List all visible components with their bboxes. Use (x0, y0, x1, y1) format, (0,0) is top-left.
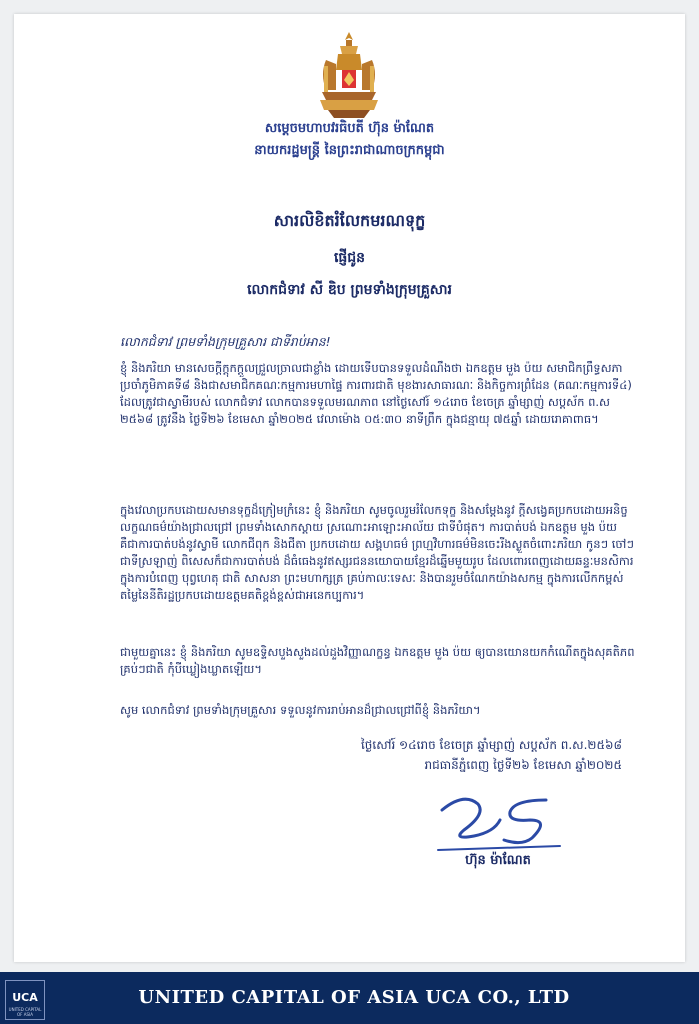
company-footer-banner (0, 972, 699, 1024)
signatory-name: ហ៊ុន ម៉ាណែត (465, 853, 531, 868)
solar-date: រាជធានីភ្នំពេញ ថ្ងៃទី២៦ ខែមេសា ឆ្នាំ២០២៥ (424, 758, 622, 772)
salutation: លោកជំទាវ ព្រមទាំងក្រុមគ្រួសារ ជាទីរាប់អាន! (120, 334, 331, 349)
paragraph-1: ខ្ញុំ និងភរិយា មានសេចក្តីក្តុកក្តួលជ្រួលច្រាលជាខ្លាំង ដោយទើបបានទទួលដំណឹងថា ឯកឧត្តម មួង ប៉យ សមាជិកព្រឹទ្ធសភាប្រចាំភូមិភាគទី៨ និងជាសមាជិកគណៈកម្មការមហាផ្ទៃ ការពារជាតិ មុខងារសាធារណៈ និងកិច្ចការព្រំដែន (គណៈកម្មការទី៤) ដែលត្រូវជាស្វាមីរបស់ លោកជំទាវ លោកបានទទួលមរណភាព នៅថ្ងៃសៅរ៍ ១៤រោច ខែចេត្រ ឆ្នាំម្សាញ់ សប្តស័ក ព.ស ២៥៦៨ ត្រូវនឹង ថ្ងៃទី២៦ ខែមេសា ឆ្នាំ២០២៥ វេលាម៉ោង ០៥:៣០ នាទីព្រឹក ក្នុងជន្មាយុ ៧៥ឆ្នាំ ដោយរោគាពាធ។ (120, 361, 632, 426)
company-name: UNITED CAPITAL OF ASIA UCA CO., LTD (138, 987, 570, 1008)
uca-logo (5, 980, 45, 1020)
logo-subtext: UNITED CAPITAL OF ASIA (8, 1007, 42, 1017)
letter-recipient: លោកជំទាវ សី ឌិប ព្រមទាំងក្រុមគ្រួសារ (247, 282, 452, 298)
sender-position: នាយករដ្ឋមន្ត្រី នៃព្រះរាជាណាចក្រកម្ពុជា (254, 143, 445, 158)
letter-title: សារលិខិតរំលែកមរណទុក្ខ (273, 211, 426, 230)
letter-page (14, 14, 685, 962)
royal-coat-of-arms-icon (312, 30, 386, 122)
letter-subtitle: ផ្ញើជូន (333, 250, 366, 266)
paragraph-2: ក្នុងវេលាប្រកបដោយសមានទុក្ខដ៏ក្រៀមក្រំនេះ ខ្ញុំ និងភរិយា សូមចូលរួមរំលែកទុក្ខ និងសម្តែងនូវ ក្តីសង្វេគប្រកបដោយអនិច្ចលក្ខណធម៌យ៉ាងជ្រាលជ្រៅ ព្រមទាំងសោកស្តាយ ស្រណោះអាឡោះអាល័យ ជាទីបំផុត។ ការបាត់បង់ ឯកឧត្តម មួង ប៉យ គឺជាការបាត់បង់នូវស្វាមី លោកជីពុក និងជីតា ប្រកបដោយ សង្គហធម៌ ព្រហ្មវិហារធម៌មិនចេះរីងស្ងួតចំពោះភរិយា កូនៗ ចៅៗជាទីស្រឡាញ់ ពិសេសក៏ជាការបាត់បង់ ដ៏ធំធេងនូវឥស្សរជននយោបាយខ្មែរដ៏ឆ្នើមមួយរូប ដែលពោរពេញដោយឆន្ទៈមនសិការក្នុងការបំពេញ បុព្វហេតុ ជាតិ សាសនា ព្រះមហាក្សត្រ គ្រប់កាលៈទេសៈ និងបានរួមចំណែកយ៉ាងសកម្ម ក្នុងការលើកកម្ពស់តម្លៃនៃនីតិរដ្ឋប្រកបដោយឧត្តមគតិខ្ពង់ខ្ពស់ជាអនេកប្បការ។ (120, 503, 634, 602)
lunar-date: ថ្ងៃសៅរ៍ ១៤រោច ខែចេត្រ ឆ្នាំម្សាញ់ សប្តស័ក ព.ស.២៥៦៨ (360, 738, 622, 752)
handwritten-signature-icon (434, 790, 564, 852)
paragraph-4: សូម លោកជំទាវ ព្រមទាំងក្រុមគ្រួសារ ទទួលនូវការរាប់អានដ៏ជ្រាលជ្រៅពីខ្ញុំ និងភរិយា។ (120, 703, 481, 717)
paragraph-3: ជាមួយគ្នានេះ ខ្ញុំ និងភរិយា សូមឧទ្ទិសបួងសួងដល់ដួងវិញ្ញាណក្ខន្ធ ឯកឧត្តម មួង ប៉យ ឲ្យបានយោនយកកំណើតក្នុងសុគតិភពគ្រប់ៗជាតិ កុំបីឃ្លៀងឃ្លាតឡើយ។ (120, 645, 635, 676)
sender-title: សម្តេចមហាបវរធិបតី ហ៊ុន ម៉ាណែត (264, 121, 435, 136)
logo-text: UCA (12, 991, 38, 1004)
